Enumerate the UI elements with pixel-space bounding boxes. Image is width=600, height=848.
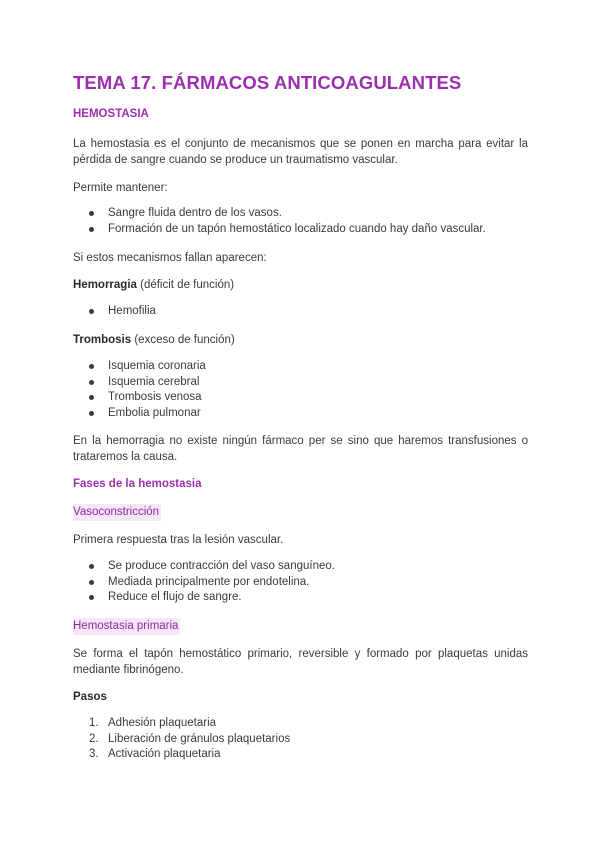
hemorragia-note-paragraph: En la hemorragia no existe ningún fármaco per se sino que haremos transfusiones o trataremos la causa. [73,435,528,463]
bullet-icon [89,380,94,385]
pasos-list [73,716,290,763]
list-item: 3. Activación plaquetaria [89,748,221,760]
bullet-icon [89,364,94,369]
bullet-icon [89,309,94,314]
pasos-heading: Pasos [73,691,107,703]
bullet-icon [89,595,94,600]
list-item: Embolia pulmonar [73,406,206,422]
vasoconstriccion-text: Primera respuesta tras la lesión vascular. [73,534,284,546]
bullet-icon [89,227,94,232]
permite-list [73,206,486,237]
bullet-icon [89,211,94,216]
hemorragia-term: Hemorragia [73,279,137,291]
hemorragia-line [73,277,528,293]
hemorragia-list [73,304,156,320]
fases-heading: Fases de la hemostasia [73,478,202,490]
page-title: TEMA 17. FÁRMACOS ANTICOAGULANTES [73,72,462,93]
trombosis-note: (exceso de función) [131,334,235,346]
bullet-icon [89,580,94,585]
trombosis-list [73,359,206,421]
list-item: 2. Liberación de gránulos plaquetarios [89,732,291,745]
fallan-text: Si estos mecanismos fallan aparecen: [73,252,267,264]
bullet-icon [89,411,94,416]
permite-text: Permite mantener: [73,182,168,194]
hemorragia-note: (déficit de función) [136,279,235,291]
list-item: Mediada principalmente por endotelina. [73,575,335,591]
vasoconstriccion-heading: Vasoconstricción [73,504,161,521]
bullet-icon [89,395,94,400]
list-item: Isquemia cerebral [73,375,206,391]
intro-paragraph: La hemostasia es el conjunto de mecanismos que se ponen en marcha para evitar la pérdida de sangre cuando se produce un traumatismo vascular. [73,138,528,166]
list-item: Se produce contracción del vaso sanguíneo. [73,559,335,575]
list-item: Formación de un tapón hemostático localizado cuando hay daño vascular. [73,222,486,238]
trombosis-term: Trombosis [73,334,132,346]
hemostasia-primaria-text: Se forma el tapón hemostático primario, reversible y formado por plaquetas unidas mediante fibrinógeno. [73,648,528,676]
list-item: Hemofilia [73,304,156,320]
vasoconstriccion-list [73,559,335,606]
list-item: Trombosis venosa [73,390,206,406]
list-item: Sangre fluida dentro de los vasos. [73,206,486,222]
list-item: Reduce el flujo de sangre. [73,590,335,606]
hemostasia-primaria-heading: Hemostasia primaria [73,618,180,635]
bullet-icon [89,564,94,569]
trombosis-line [73,332,528,348]
list-item: Isquemia coronaria [73,359,206,375]
section-heading-hemostasia: HEMOSTASIA [73,108,149,120]
list-item: 1. Adhesión plaquetaria [89,717,217,729]
